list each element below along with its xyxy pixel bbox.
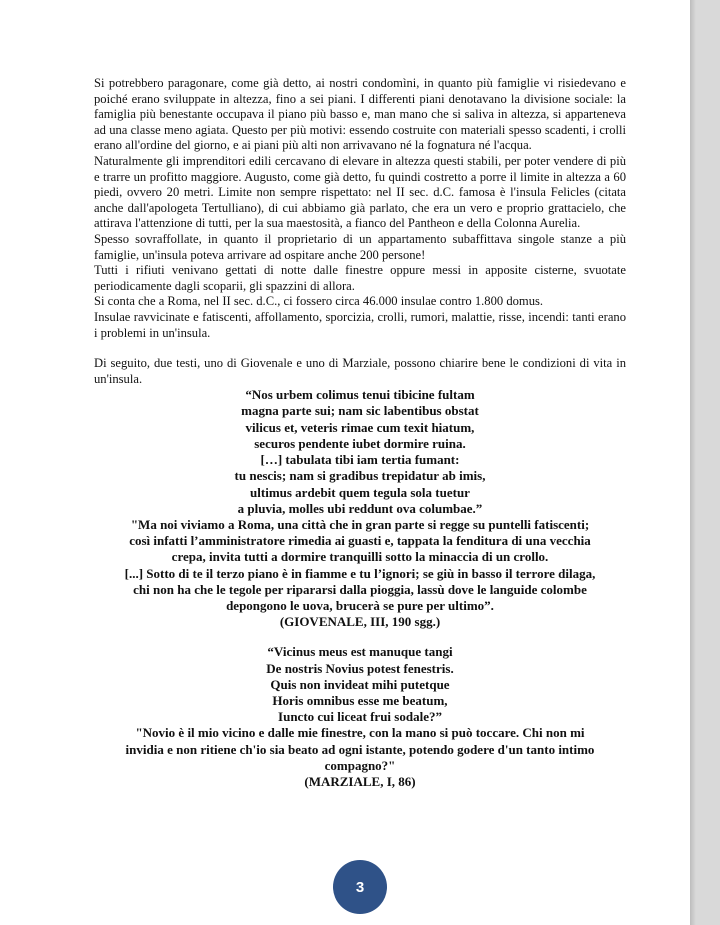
marziale-quote	[94, 644, 626, 790]
quote-line: [...] Sotto di te il terzo piano è in fiamme e tu l’ignori; se giù in basso il terrore dilaga,	[124, 565, 596, 581]
quote-line: “Nos urbem colimus tenui tibicine fultam	[245, 387, 475, 403]
quote-line: "Novio è il mio vicino e dalle mie finestre, con la mano si può toccare. Chi non mi	[135, 725, 585, 741]
paragraph: Insulae ravvicinate e fatiscenti, affollamento, sporcizia, crolli, rumori, malattie, risse, incendi: tanti erano i problemi in un'insula.	[94, 309, 626, 340]
quote-line: securos pendente iubet dormire ruina.	[254, 435, 466, 451]
quote-citation: (GIOVENALE, III, 190 sgg.)	[279, 614, 441, 630]
intro-paragraph: Di seguito, due testi, uno di Giovenale e uno di Marziale, possono chiarire bene le condizioni di vita in un'insula.	[94, 356, 626, 386]
paragraph: Spesso sovraffollate, in quanto il proprietario di un appartamento subaffittava singole stanze a più famiglie, un'insula poteva arrivare ad ospitare anche 200 persone!	[94, 231, 626, 262]
quote-line: crepa, invita tutti a dormire tranquilli sotto la minaccia di un crollo.	[171, 549, 549, 565]
quote-line: tu nescis; nam si gradibus trepidatur ab imis,	[234, 468, 486, 484]
quote-line: vilicus et, veteris rimae cum texit hiatum,	[245, 419, 475, 435]
quote-line: così infatti l’amministratore rimedia ai guasti e, tappata la fenditura di una vecchia	[129, 533, 591, 549]
paragraph: Tutti i rifiuti venivano gettati di notte dalle finestre oppure messi in apposite cisterne, svuotate periodicamente dagli scoparii, gli spazzini di allora.	[94, 263, 626, 293]
page-edge-shadow	[690, 0, 696, 925]
quote-line: “Vicinus meus est manuque tangi	[267, 644, 453, 660]
giovenale-quote	[94, 387, 626, 630]
quote-line: ultimus ardebit quem tegula sola tuetur	[250, 484, 470, 500]
paragraph: Si potrebbero paragonare, come già detto, ai nostri condomìni, in quanto più famiglie vi risiedevano e poiché erano sviluppate in altezza, fino a sei piani. I differenti piani denotavano la divisione sociale: la famiglia più benestante occupava il piano più basso e, man mano che si saliva in altezza, si apparteneva ad una classe meno agiata. Questo per più motivi: essendo costruite con materiali spesso scadenti, i crolli erano all'ordine del giorno, e ai piani più alti non arrivavano né la fognatura né l'acqua.	[94, 76, 626, 153]
quote-line: De nostris Novius potest fenestris.	[266, 660, 454, 676]
quote-line: "Ma noi viviamo a Roma, una città che in gran parte si regge su puntelli fatiscenti;	[130, 516, 590, 532]
quote-line: Horis omnibus esse me beatum,	[272, 692, 448, 708]
paragraph: Naturalmente gli imprenditori edili cercavano di elevare in altezza questi stabili, per poter vendere di più e trarre un profitto maggiore. Augusto, come già detto, fu quindi costretto a porre il limite in altezza a 60 piedi, ovvero 20 metri. Limite non sempre rispettato: nel II sec. d.C. famosa è l'insula Felicles (citata anche dall'apologeta Tertulliano), di cui abbiamo già parlato, che era un vero e proprio grattacielo, che attirava l'attenzione di tutti, per la sua maestosità, a fianco del Pantheon e della Colonna Aurelia.	[94, 153, 626, 231]
quote-line: invidia e non ritiene ch'io sia beato ad ogni istante, potendo godere d'un tanto intimo	[125, 741, 595, 757]
quote-line: compagno?"	[324, 757, 396, 773]
quote-line: a pluvia, molles ubi reddunt ova columbae.”	[237, 500, 483, 516]
quote-line: depongono le uova, brucerà se pure per ultimo”.	[226, 597, 494, 613]
page-content	[94, 76, 626, 790]
quote-line: Iuncto cui liceat frui sodale?”	[278, 709, 442, 725]
quote-line: Quis non invideat mihi putetque	[270, 676, 450, 692]
quote-line: […] tabulata tibi iam tertia fumant:	[260, 452, 460, 468]
quote-line: magna parte sui; nam sic labentibus obstat	[241, 403, 479, 419]
paragraph: Si conta che a Roma, nel II sec. d.C., ci fossero circa 46.000 insulae contro 1.800 domus.	[94, 294, 544, 309]
quote-citation: (MARZIALE, I, 86)	[304, 773, 416, 789]
page-number-badge: 3	[333, 860, 387, 914]
quote-line: chi non ha che le tegole per ripararsi dalla pioggia, lassù dove le languide colombe	[133, 581, 587, 597]
